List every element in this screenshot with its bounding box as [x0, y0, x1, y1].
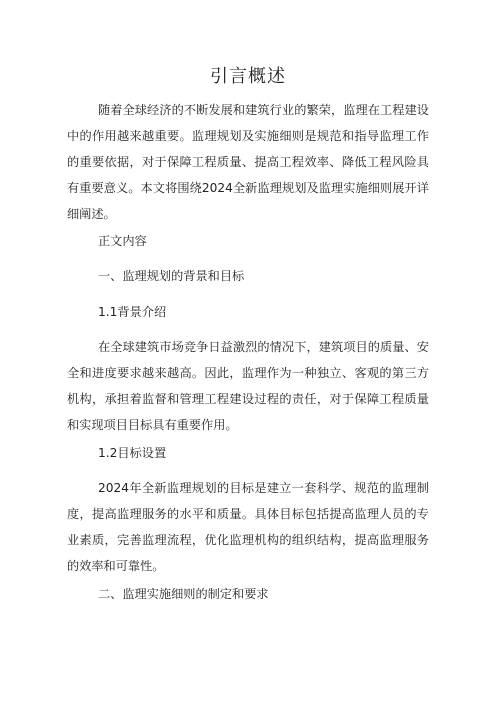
intro-paragraph: 随着全球经济的不断发展和建筑行业的繁荣，监理在工程建设中的作用越来越重要。监理规划及实施细则是规范和指导监理工作的重要依据，对于保障工程质量、提高工程效率、降低工程风险具有重要意义。本文将围绕2024全新监理规划及监理实施细则展开详细阐述。	[67, 103, 429, 221]
subsection-1-2-heading: 1.2目标设置	[98, 446, 167, 460]
main-content-heading: 正文内容	[98, 234, 147, 248]
document-title: 引言概述	[210, 66, 286, 87]
background-paragraph: 在全球建筑市场竞争日益激烈的情况下，建筑项目的质量、安全和进度要求越来越高。因此，监理作为一种独立、客观的第三方机构，承担着监督和管理工程建设过程的责任，对于保障工程质量和实现项目目标具有重要作用。	[67, 340, 429, 432]
section1-heading: 一、监理规划的背景和目标	[98, 269, 245, 283]
subsection-1-1-heading: 1.1背景介绍	[98, 305, 167, 319]
section2-heading: 二、监理实施细则的制定和要求	[98, 587, 269, 601]
goals-paragraph: 2024年全新监理规划的目标是建立一套科学、规范的监理制度，提高监理服务的水平和质量。具体目标包括提高监理人员的专业素质，完善监理流程，优化监理机构的组织结构，提高监理服务的效率和可靠性。	[67, 481, 429, 573]
